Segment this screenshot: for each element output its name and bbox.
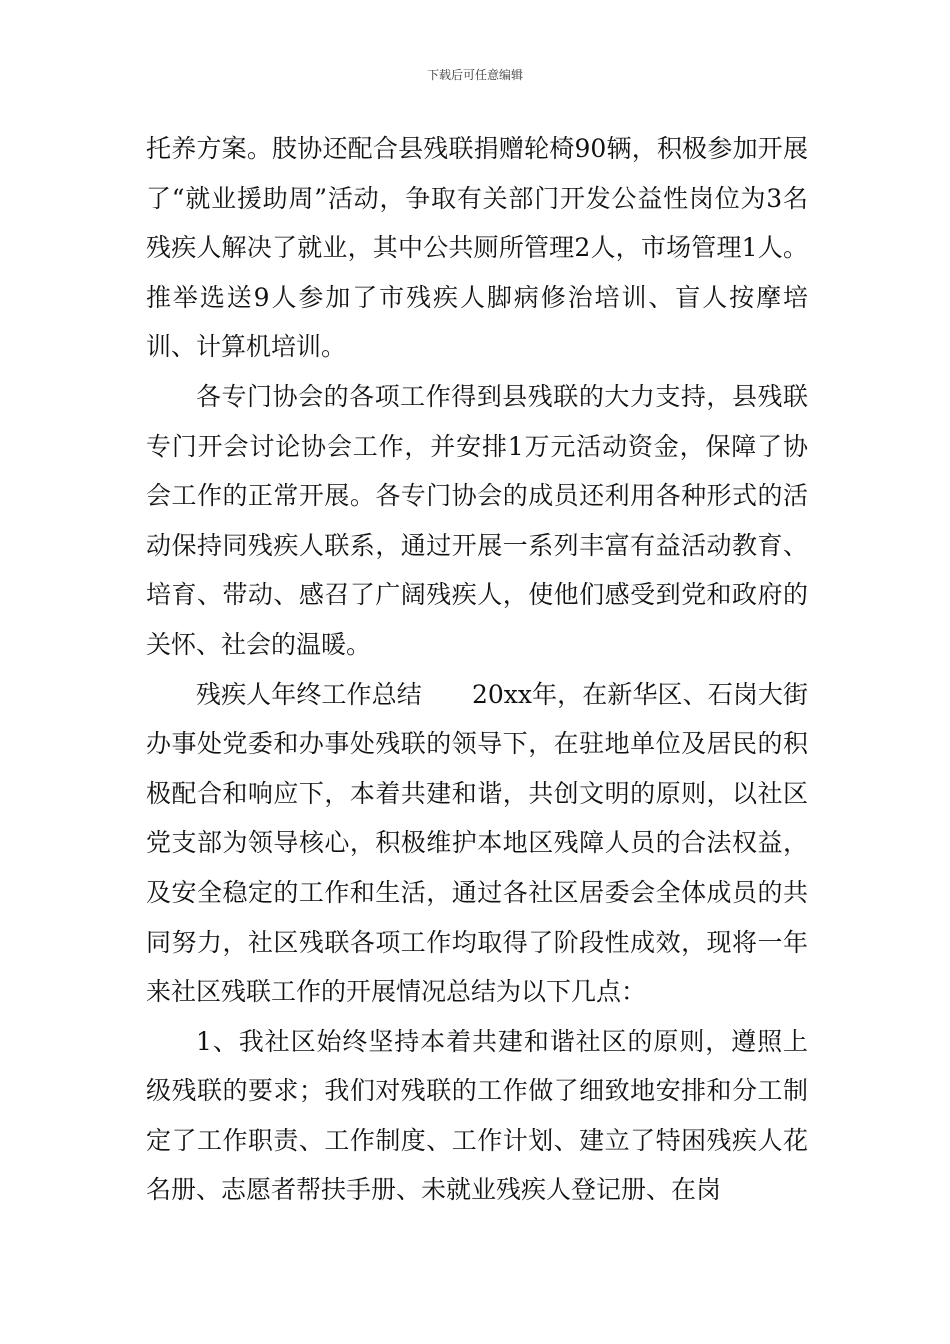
page-header: 下载后可任意编辑: [426, 68, 523, 82]
paragraph-4: 1、我社区始终坚持本着共建和谐社区的原则，遵照上级残联的要求；我们对残联的工作做了细致地安排和分工制定了工作职责、工作制度、工作计划、建立了特困残疾人花名册、志愿者帮扶手册、未就业残疾人登记册、在岗: [146, 1026, 808, 1205]
paragraph-2: 各专门协会的各项工作得到县残联的大力支持，县残联专门开会讨论协会工作，并安排1万元活动资金，保障了协会工作的正常开展。各专门协会的成员还利用各种形式的活动保持同残疾人联系，通过开展一系列丰富有益活动教育、培育、带动、感召了广阔残疾人，使他们感受到党和政府的关怀、社会的温暖。: [146, 381, 808, 659]
paragraph-3: 残疾人年终工作总结 20xx年，在新华区、石岗大街办事处党委和办事处残联的领导下，在驻地单位及居民的积极配合和响应下，本着共建和谐，共创文明的原则，以社区党支部为领导核心，积极维护本地区残障人员的合法权益，及安全稳定的工作和生活，通过各社区居委会全体成员的共同努力，社区残联各项工作均取得了阶段性成效，现将一年来社区残联工作的开展情况总结为以下几点：: [146, 679, 808, 1007]
paragraph-1: 托养方案。肢协还配合县残联捐赠轮椅90辆，积极参加开展了“就业援助周”活动，争取有关部门开发公益性岗位为3名残疾人解决了就业，其中公共厕所管理2人，市场管理1人。推举选送9人参加了市残疾人脚病修治培训、盲人按摩培训、计算机培训。: [146, 134, 808, 362]
document-body: [146, 124, 808, 1215]
